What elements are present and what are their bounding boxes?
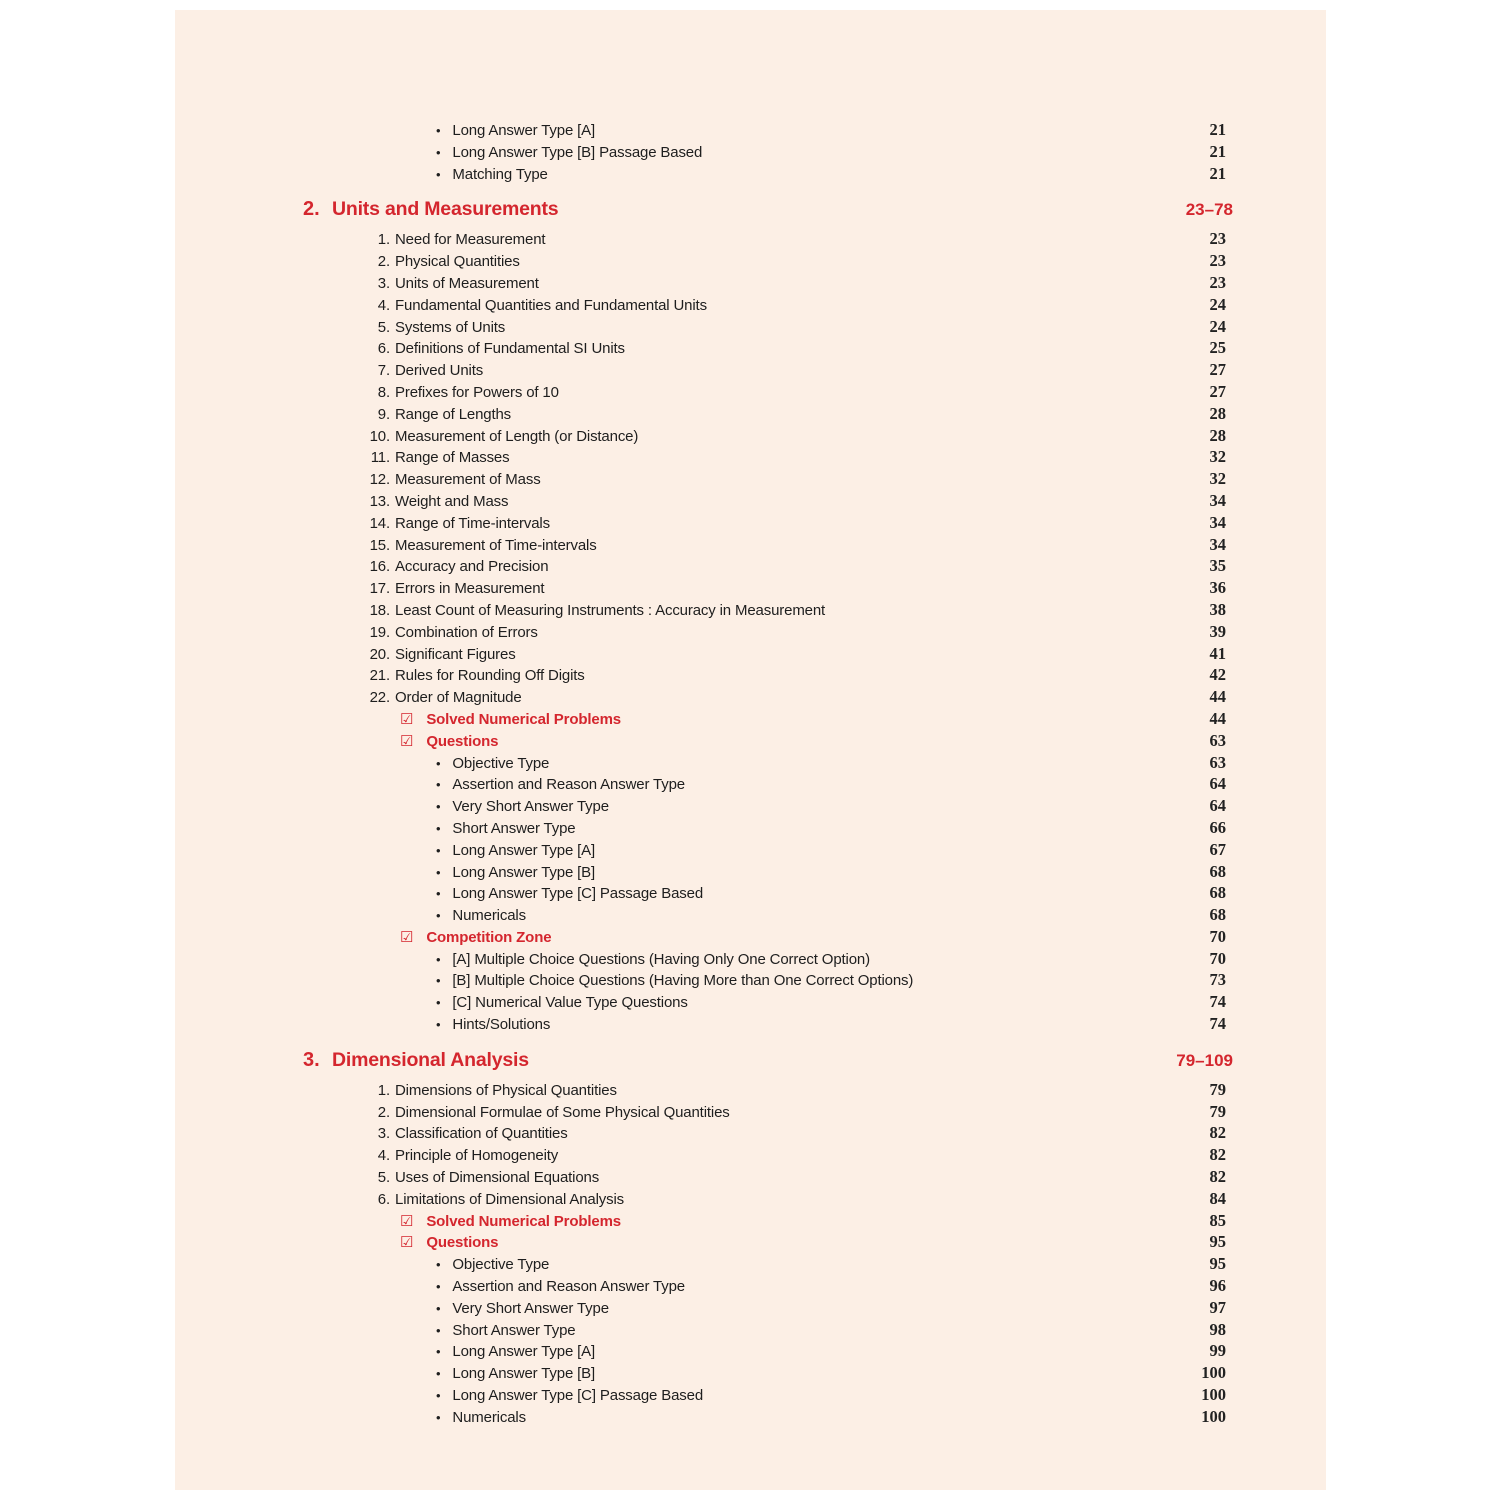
toc-entry: [303, 338, 1326, 360]
toc-entry: [303, 142, 1326, 164]
bullet-icon: •: [436, 1257, 441, 1273]
entry-page-number: 34: [1209, 534, 1226, 554]
entry-label: Short Answer Type: [452, 1321, 576, 1339]
entry-page-number: 66: [1209, 817, 1226, 837]
entry-page-number: 99: [1209, 1341, 1226, 1361]
entry-label: Limitations of Dimensional Analysis: [395, 1190, 625, 1208]
entry-page-number: 64: [1209, 796, 1226, 816]
entry-page-number: 21: [1209, 163, 1226, 183]
toc-entry: [303, 295, 1326, 317]
toc-entry: [303, 970, 1326, 992]
entry-label: Assertion and Reason Answer Type: [452, 1278, 685, 1296]
entry-label: Derived Units: [395, 362, 484, 380]
entry-label: Short Answer Type: [452, 819, 576, 837]
entry-number: 15.: [369, 536, 390, 554]
entry-page-number: 64: [1209, 774, 1226, 794]
toc-entry: [303, 382, 1326, 404]
table-of-contents: [175, 10, 1326, 1429]
toc-entry: [303, 818, 1326, 840]
toc-entry: [303, 796, 1326, 818]
entry-page-number: 38: [1209, 599, 1226, 619]
toc-entry: [303, 120, 1326, 142]
toc-entry: [303, 469, 1326, 491]
bullet-icon: •: [436, 820, 441, 836]
toc-entry: [303, 1123, 1326, 1145]
toc-entry: [303, 992, 1326, 1014]
entry-page-number: 82: [1209, 1167, 1226, 1187]
entry-page-number: 100: [1201, 1363, 1226, 1383]
bullet-icon: •: [436, 1409, 441, 1425]
entry-page-number: 44: [1209, 708, 1226, 728]
bullet-icon: •: [436, 886, 441, 902]
entry-page-number: 70: [1209, 948, 1226, 968]
entry-label: Long Answer Type [B]: [452, 1365, 596, 1383]
entry-label: Dimensions of Physical Quantities: [395, 1081, 617, 1099]
toc-entry: [303, 774, 1326, 796]
entry-label: Least Count of Measuring Instruments : Accuracy in Measurement: [395, 601, 826, 619]
entry-label: Principle of Homogeneity: [395, 1147, 559, 1165]
entry-page-number: 100: [1201, 1385, 1226, 1405]
chapter-section: [303, 194, 1326, 1035]
entry-page-number: 36: [1209, 578, 1226, 598]
chapter-page-range: 23–78: [1185, 200, 1233, 220]
toc-entry: [303, 556, 1326, 578]
toc-entry: [303, 164, 1326, 186]
entry-page-number: 97: [1209, 1297, 1226, 1317]
entry-number: 1.: [377, 1081, 390, 1099]
bullet-icon: •: [436, 1366, 441, 1382]
entry-label: [A] Multiple Choice Questions (Having Only One Correct Option): [452, 950, 870, 968]
entry-label: Systems of Units: [395, 318, 506, 336]
toc-entry: [303, 665, 1326, 687]
chapter-heading: [303, 1045, 1326, 1076]
toc-entry: [303, 883, 1326, 905]
entry-page-number: 68: [1209, 883, 1226, 903]
chapter-title: Dimensional Analysis: [332, 1048, 529, 1071]
entry-page-number: 27: [1209, 381, 1226, 401]
entry-number: 2.: [377, 1103, 390, 1121]
toc-entry: [303, 1014, 1326, 1036]
entry-label: Dimensional Formulae of Some Physical Quantities: [395, 1103, 730, 1121]
entry-number: 14.: [369, 514, 390, 532]
chapter-number: 3.: [303, 1048, 320, 1071]
toc-entry: [303, 426, 1326, 448]
checkbox-icon: ☑: [400, 1234, 414, 1252]
entry-page-number: 32: [1209, 447, 1226, 467]
toc-entry: [303, 1298, 1326, 1320]
entry-label: Prefixes for Powers of 10: [395, 383, 559, 401]
chapter-entries-list: [303, 1080, 1326, 1429]
entry-number: 13.: [369, 492, 390, 510]
toc-entry: [303, 1363, 1326, 1385]
bullet-icon: •: [436, 123, 441, 138]
chapter-title: Units and Measurements: [332, 198, 559, 221]
entry-label: Very Short Answer Type: [452, 1299, 609, 1317]
entry-label: Objective Type: [452, 754, 550, 772]
toc-entry: [303, 687, 1326, 709]
entry-label: Range of Masses: [395, 449, 510, 467]
entry-label: Questions: [426, 1234, 499, 1252]
entry-page-number: 82: [1209, 1145, 1226, 1165]
checkbox-icon: ☑: [400, 928, 414, 946]
toc-entry: [303, 447, 1326, 469]
toc-entry: [303, 404, 1326, 426]
entry-label: Order of Magnitude: [395, 689, 522, 707]
entry-page-number: 23: [1209, 229, 1226, 249]
entry-number: 4.: [377, 296, 390, 314]
toc-entry: [303, 709, 1326, 731]
toc-entry: [303, 360, 1326, 382]
toc-entry: [303, 1276, 1326, 1298]
entry-number: 3.: [377, 1125, 390, 1143]
entry-label: Weight and Mass: [395, 492, 509, 510]
toc-entry: [303, 1211, 1326, 1233]
toc-entry: [303, 905, 1326, 927]
entry-page-number: 24: [1209, 316, 1226, 336]
checkbox-icon: ☑: [400, 1212, 414, 1230]
toc-entry: [303, 273, 1326, 295]
toc-entry: [303, 1145, 1326, 1167]
toc-entry: [303, 1407, 1326, 1429]
bullet-icon: •: [436, 1279, 441, 1295]
entry-page-number: 24: [1209, 294, 1226, 314]
entry-number: 2.: [377, 253, 390, 271]
entry-label: Numericals: [452, 907, 526, 925]
entry-number: 9.: [377, 405, 390, 423]
entry-page-number: 27: [1209, 360, 1226, 380]
entry-label: Very Short Answer Type: [452, 798, 609, 816]
entry-page-number: 68: [1209, 905, 1226, 925]
entry-page-number: 70: [1209, 926, 1226, 946]
entry-page-number: 100: [1201, 1406, 1226, 1426]
toc-entry: [303, 1385, 1326, 1407]
entry-label: Significant Figures: [395, 645, 516, 663]
entry-label: Solved Numerical Problems: [426, 1212, 621, 1230]
bullet-icon: •: [436, 1017, 441, 1033]
entry-number: 17.: [369, 580, 390, 598]
entry-number: 8.: [377, 383, 390, 401]
toc-entry: [303, 1080, 1326, 1102]
entry-label: Physical Quantities: [395, 253, 520, 271]
entry-number: 22.: [369, 689, 390, 707]
entry-label: Matching Type: [452, 165, 548, 183]
toc-entry: [303, 578, 1326, 600]
entry-number: 10.: [369, 427, 390, 445]
bullet-icon: •: [436, 842, 441, 858]
entry-number: 7.: [377, 362, 390, 380]
chapter-section: [303, 1045, 1326, 1429]
entry-page-number: 74: [1209, 1014, 1226, 1034]
chapter-heading: [303, 194, 1326, 225]
entry-page-number: 95: [1209, 1232, 1226, 1252]
entry-label: Errors in Measurement: [395, 580, 545, 598]
entry-page-number: 96: [1209, 1276, 1226, 1296]
entry-number: 18.: [369, 601, 390, 619]
entry-label: Long Answer Type [A]: [452, 841, 596, 859]
bullet-icon: •: [436, 755, 441, 771]
entry-page-number: 63: [1209, 752, 1226, 772]
entry-label: Questions: [426, 732, 499, 750]
entry-label: Numericals: [452, 1408, 526, 1426]
entry-label: [C] Numerical Value Type Questions: [452, 994, 688, 1012]
entry-page-number: 98: [1209, 1319, 1226, 1339]
entry-label: Assertion and Reason Answer Type: [452, 776, 685, 794]
bullet-icon: •: [436, 1322, 441, 1338]
toc-entry: [303, 251, 1326, 273]
toc-entry: [303, 644, 1326, 666]
bullet-icon: •: [436, 777, 441, 793]
toc-entry: [303, 622, 1326, 644]
entry-page-number: 39: [1209, 621, 1226, 641]
entry-label: Long Answer Type [C] Passage Based: [452, 1387, 704, 1405]
entry-label: Definitions of Fundamental SI Units: [395, 340, 625, 358]
toc-entry: [303, 753, 1326, 775]
bullet-icon: •: [436, 166, 441, 182]
toc-entry: [303, 1189, 1326, 1211]
entry-label: Accuracy and Precision: [395, 558, 549, 576]
toc-entry: [303, 535, 1326, 557]
entry-page-number: 68: [1209, 861, 1226, 881]
entry-page-number: 95: [1209, 1254, 1226, 1274]
entry-label: Measurement of Time-intervals: [395, 536, 597, 554]
entry-label: Long Answer Type [B] Passage Based: [452, 143, 703, 161]
entry-page-number: 85: [1209, 1210, 1226, 1230]
bullet-icon: •: [436, 1344, 441, 1360]
bullet-icon: •: [436, 1300, 441, 1316]
entry-number: 4.: [377, 1147, 390, 1165]
entry-number: 11.: [370, 449, 390, 467]
bullet-icon: •: [436, 908, 441, 924]
entry-label: Objective Type: [452, 1256, 550, 1274]
entry-page-number: 35: [1209, 556, 1226, 576]
entry-page-number: 28: [1209, 403, 1226, 423]
entry-label: Range of Lengths: [395, 405, 512, 423]
entry-label: Combination of Errors: [395, 623, 538, 641]
entry-number: 1.: [377, 231, 390, 249]
entry-page-number: 23: [1209, 251, 1226, 271]
bullet-icon: •: [436, 864, 441, 880]
entry-label: Measurement of Mass: [395, 471, 541, 489]
entry-label: Units of Measurement: [395, 274, 539, 292]
entry-page-number: 25: [1209, 338, 1226, 358]
toc-entry: [303, 1167, 1326, 1189]
entry-page-number: 84: [1209, 1188, 1226, 1208]
entry-label: Solved Numerical Problems: [426, 710, 621, 728]
entry-label: Need for Measurement: [395, 231, 546, 249]
entry-label: Long Answer Type [A]: [452, 122, 596, 139]
entry-page-number: 42: [1209, 665, 1226, 685]
bullet-icon: •: [436, 995, 441, 1011]
toc-entry: [303, 862, 1326, 884]
entry-page-number: 79: [1209, 1079, 1226, 1099]
entry-number: 6.: [377, 1190, 390, 1208]
toc-entry: [303, 317, 1326, 339]
entry-page-number: 73: [1209, 970, 1226, 990]
bullet-icon: •: [436, 951, 441, 967]
toc-entry: [303, 1254, 1326, 1276]
entry-page-number: 21: [1209, 141, 1226, 161]
bullet-icon: •: [436, 144, 441, 160]
entry-label: Measurement of Length (or Distance): [395, 427, 639, 445]
entry-label: Competition Zone: [426, 928, 552, 946]
book-page: [175, 10, 1326, 1490]
bullet-icon: •: [436, 1388, 441, 1404]
entry-page-number: 34: [1209, 490, 1226, 510]
entry-label: Fundamental Quantities and Fundamental Units: [395, 296, 707, 314]
entry-number: 19.: [369, 623, 390, 641]
entry-page-number: 21: [1209, 120, 1226, 139]
entry-number: 20.: [369, 645, 390, 663]
entry-page-number: 74: [1209, 992, 1226, 1012]
leading-entries-list: [303, 120, 1326, 185]
entry-number: 5.: [377, 1169, 390, 1187]
toc-entry: [303, 1320, 1326, 1342]
toc-entry: [303, 1232, 1326, 1254]
entry-number: 6.: [377, 340, 390, 358]
bullet-icon: •: [436, 973, 441, 989]
entry-page-number: 67: [1209, 839, 1226, 859]
entry-number: 3.: [377, 274, 390, 292]
entry-label: [B] Multiple Choice Questions (Having More than One Correct Options): [452, 972, 914, 990]
entry-number: 12.: [369, 471, 390, 489]
entry-page-number: 44: [1209, 687, 1226, 707]
entry-number: 5.: [377, 318, 390, 336]
entry-page-number: 32: [1209, 469, 1226, 489]
entry-page-number: 82: [1209, 1123, 1226, 1143]
entry-page-number: 28: [1209, 425, 1226, 445]
entry-number: 21.: [369, 667, 390, 685]
entry-page-number: 41: [1209, 643, 1226, 663]
entry-label: Long Answer Type [A]: [452, 1343, 596, 1361]
entry-label: Rules for Rounding Off Digits: [395, 667, 585, 685]
checkbox-icon: ☑: [400, 710, 414, 728]
chapter-entries-list: [303, 229, 1326, 1035]
entry-label: Long Answer Type [C] Passage Based: [452, 885, 704, 903]
chapters-list: [303, 194, 1326, 1428]
chapter-page-range: 79–109: [1176, 1050, 1233, 1070]
toc-entry: [303, 731, 1326, 753]
toc-entry: [303, 513, 1326, 535]
entry-page-number: 79: [1209, 1101, 1226, 1121]
entry-page-number: 34: [1209, 512, 1226, 532]
entry-label: Uses of Dimensional Equations: [395, 1169, 600, 1187]
checkbox-icon: ☑: [400, 732, 414, 750]
entry-number: 16.: [369, 558, 390, 576]
entry-page-number: 63: [1209, 730, 1226, 750]
entry-page-number: 23: [1209, 272, 1226, 292]
entry-label: Hints/Solutions: [452, 1016, 551, 1034]
toc-entry: [303, 949, 1326, 971]
entry-label: Range of Time-intervals: [395, 514, 550, 532]
toc-entry: [303, 600, 1326, 622]
entry-label: Long Answer Type [B]: [452, 863, 596, 881]
toc-entry: [303, 840, 1326, 862]
toc-entry: [303, 1102, 1326, 1124]
entry-label: Classification of Quantities: [395, 1125, 568, 1143]
toc-entry: [303, 491, 1326, 513]
toc-entry: [303, 1341, 1326, 1363]
toc-entry: [303, 229, 1326, 251]
bullet-icon: •: [436, 799, 441, 815]
chapter-number: 2.: [303, 198, 320, 221]
toc-entry: [303, 927, 1326, 949]
